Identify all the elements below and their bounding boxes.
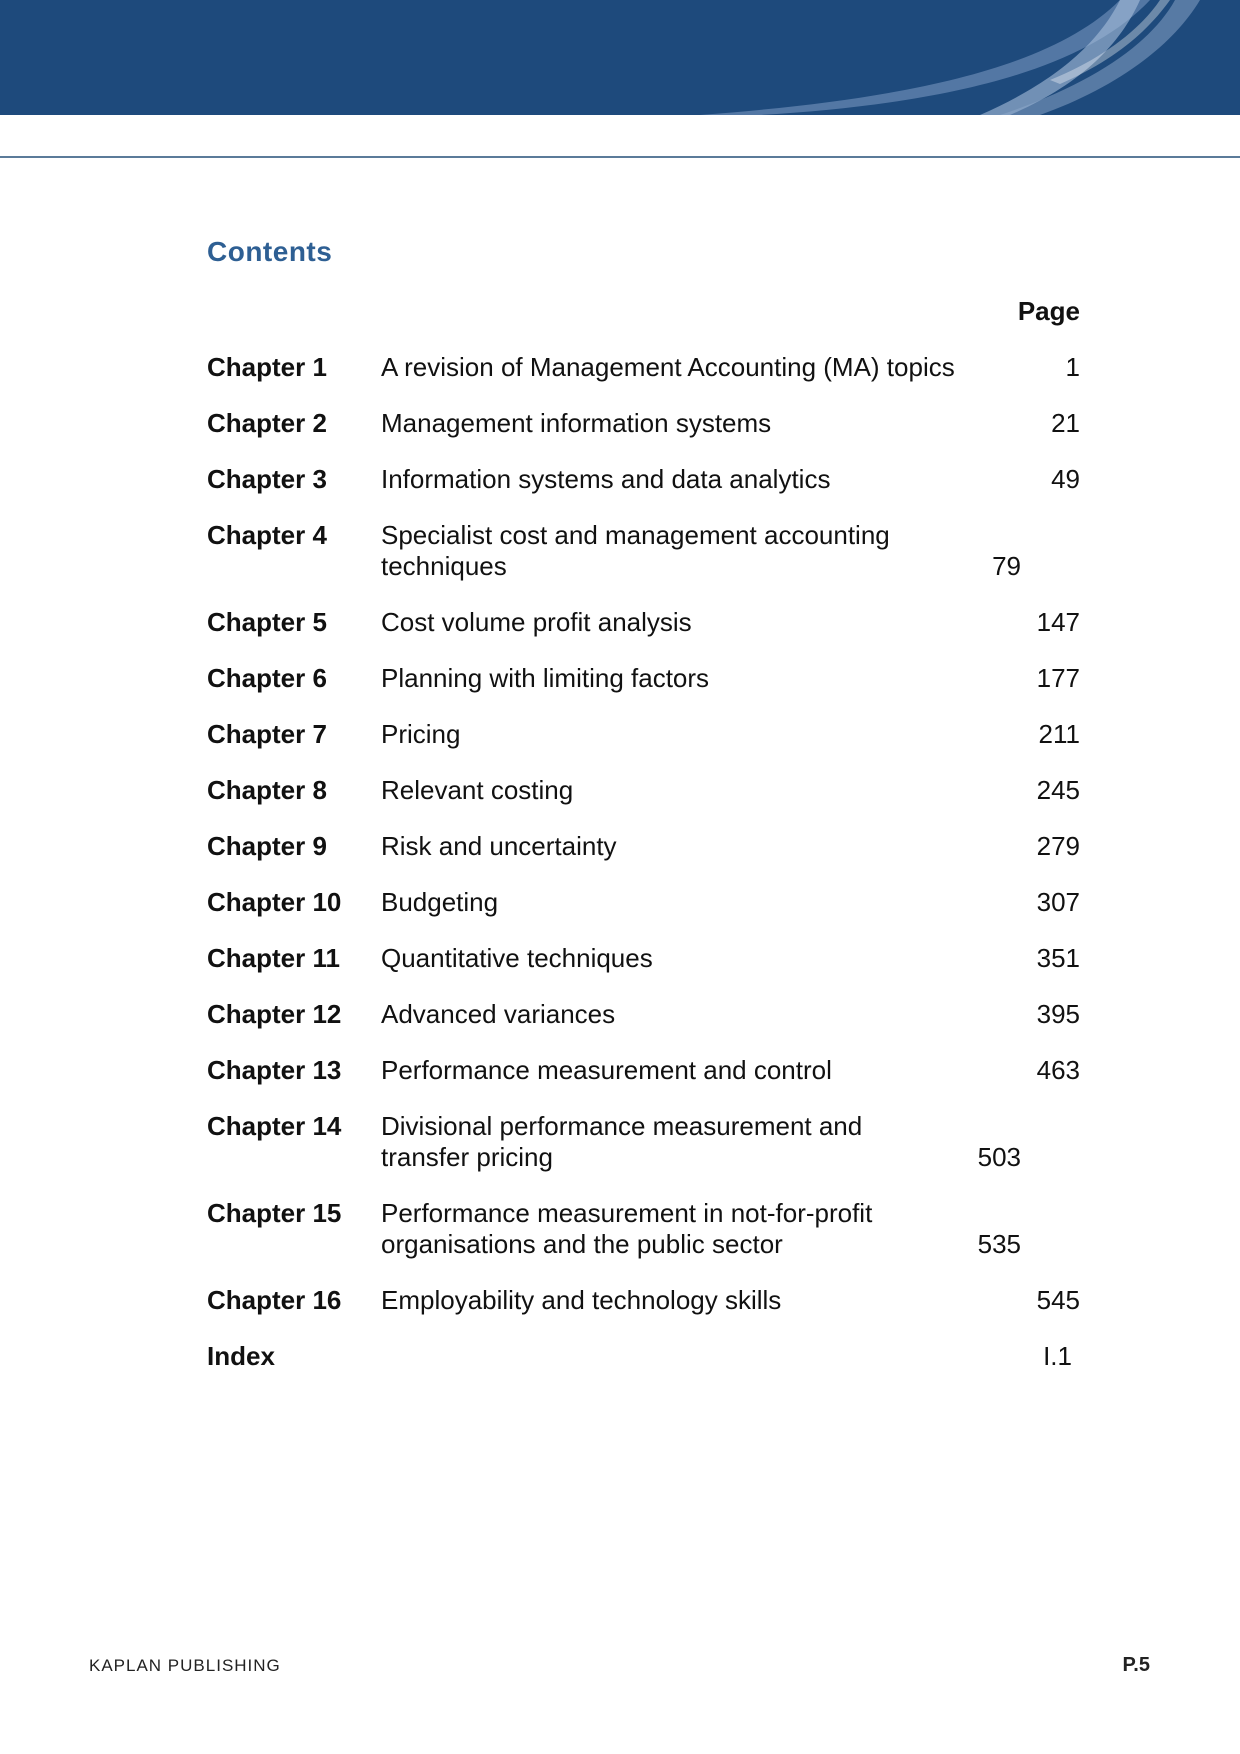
toc-entry-chapter-1[interactable] [207,352,1080,383]
chapter-page-number: 21 [1051,408,1080,438]
chapter-page-number: 535 [977,1229,1021,1259]
chapter-page-number: 245 [1036,775,1080,805]
chapter-label: Chapter 7 [207,719,327,749]
chapter-label: Chapter 4 [207,520,327,550]
chapter-page-number: 49 [1051,464,1080,494]
toc-entry-index[interactable] [207,1341,1080,1372]
toc-entry-chapter-5[interactable] [207,607,1080,638]
chapter-title: Specialist cost and management accounting techniques [381,520,890,581]
chapter-label: Chapter 3 [207,464,327,494]
header-swoosh-graphic [0,0,1240,115]
toc-entry-chapter-16[interactable] [207,1285,1080,1316]
header-band [0,0,1240,115]
chapter-page-number: 307 [1036,887,1080,917]
toc-entry-chapter-7[interactable] [207,719,1080,750]
chapter-title: Performance measurement in not-for-profit organisations and the public sector [381,1198,873,1259]
chapter-title: Cost volume profit analysis [381,607,692,637]
chapter-title: A revision of Management Accounting (MA) topics [381,352,955,382]
chapter-page-number: 211 [1038,719,1080,749]
chapter-title: Planning with limiting factors [381,663,710,693]
chapter-label: Chapter 9 [207,831,327,861]
chapter-title: Quantitative techniques [381,943,653,973]
toc-entry-chapter-12[interactable] [207,999,1080,1030]
chapter-page-number: 463 [1036,1055,1080,1085]
chapter-title: Management information systems [381,408,772,438]
chapter-page-number: 147 [1036,607,1080,637]
chapter-title: Relevant costing [381,775,574,805]
chapter-label: Chapter 2 [207,408,327,438]
chapter-title: Information systems and data analytics [381,464,831,494]
chapter-title: Advanced variances [381,999,616,1029]
chapter-label: Chapter 1 [207,352,327,382]
chapter-label: Chapter 15 [207,1198,342,1228]
chapter-label: Chapter 11 [207,943,340,973]
chapter-label: Chapter 14 [207,1111,342,1141]
chapter-title: Pricing [381,719,461,749]
chapter-title: Risk and uncertainty [381,831,617,861]
chapter-title: Employability and technology skills [381,1285,782,1315]
contents-title: Contents [207,236,333,267]
chapter-label: Chapter 8 [207,775,327,805]
chapter-label: Chapter 12 [207,999,342,1029]
chapter-page-number: 503 [977,1142,1021,1172]
toc-entry-chapter-9[interactable] [207,831,1080,862]
chapter-page-number: 1 [1065,352,1080,382]
chapter-title: Divisional performance measurement and transfer pricing [381,1111,863,1172]
chapter-page-number: 545 [1036,1285,1080,1315]
chapter-page-number: 279 [1036,831,1080,861]
chapter-label: Chapter 16 [207,1285,342,1315]
chapter-page-number: 395 [1036,999,1080,1029]
toc-entry-chapter-15[interactable] [207,1198,1080,1260]
chapter-page-number: 177 [1036,663,1080,693]
toc-entry-chapter-11[interactable] [207,943,1080,974]
toc-entry-chapter-6[interactable] [207,663,1080,694]
toc-entry-chapter-2[interactable] [207,408,1080,439]
toc-entry-chapter-14[interactable] [207,1111,1080,1173]
chapter-title: Performance measurement and control [381,1055,832,1085]
chapter-label: Chapter 6 [207,663,327,693]
chapter-page-number: 79 [992,551,1021,581]
toc-entry-chapter-10[interactable] [207,887,1080,918]
toc-entry-chapter-13[interactable] [207,1055,1080,1086]
index-label: Index [207,1341,275,1371]
header-rule [0,156,1240,158]
chapter-label: Chapter 5 [207,607,327,637]
toc-entry-chapter-8[interactable] [207,775,1080,806]
page-column-header: Page [1017,296,1080,326]
chapter-page-number: 351 [1036,943,1080,973]
table-of-contents [207,352,1080,1397]
toc-entry-chapter-4[interactable] [207,520,1080,582]
chapter-label: Chapter 13 [207,1055,342,1085]
toc-entry-chapter-3[interactable] [207,464,1080,495]
footer-page-number: P.5 [1122,1654,1150,1676]
chapter-title: Budgeting [381,887,499,917]
footer-publisher: KAPLAN PUBLISHING [89,1656,281,1675]
chapter-label: Chapter 10 [207,887,342,917]
index-page-number: I.1 [1043,1341,1072,1371]
